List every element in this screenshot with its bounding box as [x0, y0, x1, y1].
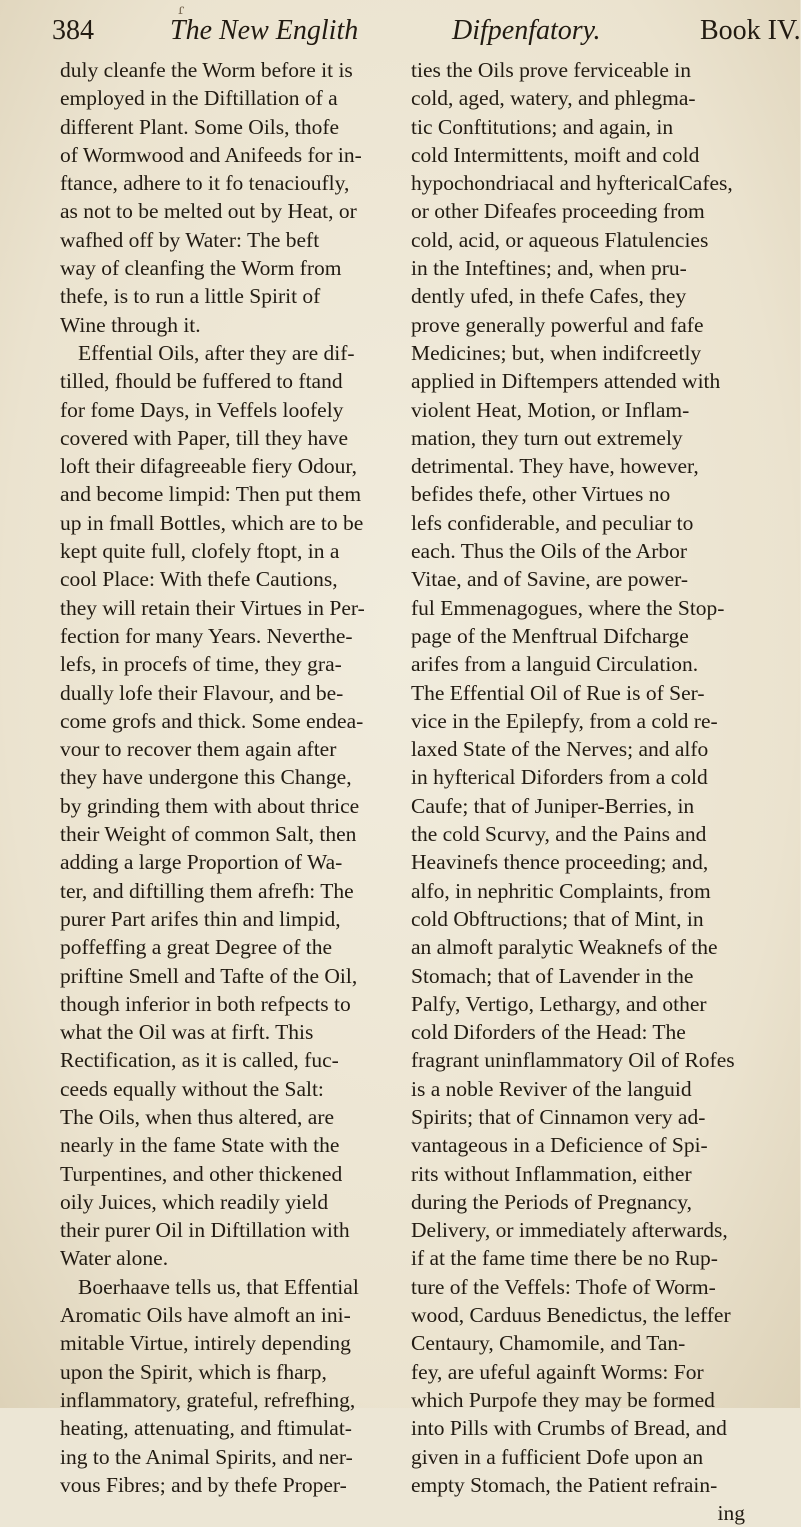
text-line: come grofs and thick. Some endea-	[60, 708, 364, 733]
text-line: Centaury, Chamomile, and Tan-	[411, 1331, 686, 1356]
text-line: Medicines; but, when indifcreetly	[411, 340, 702, 365]
text-line: ful Emmenagogues, where the Stop-	[411, 595, 725, 620]
text-line: prove generally powerful and fafe	[411, 312, 704, 337]
text-line: Spirits; that of Cinnamon very ad-	[411, 1104, 706, 1129]
text-line: adding a large Proportion of Wa-	[60, 850, 343, 875]
text-line: applied in Diftempers attended with	[411, 369, 721, 394]
text-line: heating, attenuating, and ftimulat-	[60, 1416, 352, 1441]
text-line: is a noble Reviver of the languid	[411, 1076, 692, 1101]
text-line: what the Oil was at firft. This	[60, 1020, 314, 1045]
text-line: in the Inteftines; and, when pru-	[411, 256, 687, 281]
text-line: ter, and diftilling them afrefh: The	[60, 878, 354, 903]
right-text-column	[411, 56, 757, 1527]
text-line: the cold Scurvy, and the Pains and	[411, 822, 707, 847]
text-line: cold, acid, or aqueous Flatulencies	[411, 227, 709, 252]
text-line: cool Place: With thefe Cautions,	[60, 567, 338, 592]
text-line: in hyfterical Diforders from a cold	[411, 765, 708, 790]
text-line: violent Heat, Motion, or Inflam-	[411, 397, 690, 422]
text-line: mation, they turn out extremely	[411, 425, 683, 450]
text-line: Turpentines, and other thickened	[60, 1161, 343, 1186]
book-label: Book IV.	[700, 15, 801, 46]
text-line: lefs confiderable, and peculiar to	[411, 510, 694, 535]
text-line: upon the Spirit, which is fharp,	[60, 1359, 327, 1384]
text-line: which Purpofe they may be formed	[411, 1387, 715, 1412]
text-line: empty Stomach, the Patient refrain-	[411, 1472, 718, 1497]
running-title-dispensatory: Difpenfatory.	[452, 15, 601, 46]
text-line: thefe, is to run a little Spirit of	[60, 284, 321, 309]
text-line: ftance, adhere to it fo tenacioufly,	[60, 171, 350, 196]
text-line: they have undergone this Change,	[60, 765, 352, 790]
text-line: fragrant uninflammatory Oil of Rofes	[411, 1048, 735, 1073]
text-line: during the Periods of Pregnancy,	[411, 1189, 693, 1214]
text-line: Vitae, and of Savine, are power-	[411, 567, 689, 592]
text-line: lefs, in procefs of time, they gra-	[60, 652, 342, 677]
text-line: alfo, in nephritic Complaints, from	[411, 878, 711, 903]
catchword: ing	[717, 1501, 745, 1526]
text-line: Effential Oils, after they are dif-	[78, 340, 355, 365]
page-number: 384	[52, 15, 94, 46]
running-title: The New Englith	[170, 15, 359, 46]
text-line: page of the Menftrual Difcharge	[411, 623, 689, 648]
text-line: up in fmall Bottles, which are to be	[60, 510, 364, 535]
text-line: into Pills with Crumbs of Bread, and	[411, 1416, 727, 1441]
text-line: their purer Oil in Diftillation with	[60, 1218, 350, 1243]
text-line: ties the Oils prove ferviceable in	[411, 58, 691, 82]
text-line: an almoft paralytic Weaknefs of the	[411, 935, 718, 960]
text-line: cold, aged, watery, and phlegma-	[411, 86, 696, 111]
text-line: Caufe; that of Juniper-Berries, in	[411, 793, 695, 818]
text-line: Heavinefs thence proceeding; and,	[411, 850, 709, 875]
text-line: of Wormwood and Anifeeds for in-	[60, 142, 362, 167]
text-line: ture of the Veffels: Thofe of Worm-	[411, 1274, 716, 1299]
text-line: poffeffing a great Degree of the	[60, 935, 333, 960]
text-line: priftine Smell and Tafte of the Oil,	[60, 963, 358, 988]
text-line: dently ufed, in thefe Cafes, they	[411, 284, 687, 309]
text-line: Stomach; that of Lavender in the	[411, 963, 694, 988]
text-line: vous Fibres; and by thefe Proper-	[60, 1472, 347, 1497]
text-line: as not to be melted out by Heat, or	[60, 199, 357, 224]
text-line: their Weight of common Salt, then	[60, 822, 357, 847]
text-line: Palfy, Vertigo, Lethargy, and other	[411, 991, 707, 1016]
text-line: Boerhaave tells us, that Effential	[78, 1274, 359, 1299]
text-line: different Plant. Some Oils, thofe	[60, 114, 340, 139]
text-line: given in a fufficient Dofe upon an	[411, 1444, 704, 1469]
text-line: cold Diforders of the Head: The	[411, 1020, 686, 1045]
text-line: laxed State of the Nerves; and alfo	[411, 737, 709, 762]
text-line: they will retain their Virtues in Per-	[60, 595, 365, 620]
text-line: rits without Inflammation, either	[411, 1161, 692, 1186]
text-line: The Oils, when thus altered, are	[60, 1104, 335, 1129]
text-line: detrimental. They have, however,	[411, 454, 699, 479]
text-line: or other Difeafes proceeding from	[411, 199, 705, 224]
text-line: kept quite full, clofely ftopt, in a	[60, 539, 340, 564]
text-line: each. Thus the Oils of the Arbor	[411, 539, 688, 564]
text-line: befides thefe, other Virtues no	[411, 482, 671, 507]
text-line: way of cleanfing the Worm from	[60, 256, 342, 281]
text-line: loft their difagreeable fiery Odour,	[60, 454, 358, 479]
text-line: ceeds equally without the Salt:	[60, 1076, 324, 1101]
text-line: wafhed off by Water: The beft	[60, 227, 320, 252]
text-line: tilled, fhould be fuffered to ftand	[60, 369, 343, 394]
text-line: hypochondriacal and hyftericalCafes,	[411, 171, 733, 196]
text-line: mitable Virtue, intirely depending	[60, 1331, 351, 1356]
text-line: purer Part arifes thin and limpid,	[60, 906, 341, 931]
text-line: Water alone.	[60, 1246, 169, 1271]
text-line: duly cleanfe the Worm before it is	[60, 58, 353, 82]
text-line: by grinding them with about thrice	[60, 793, 360, 818]
text-line: wood, Carduus Benedictus, the leffer	[411, 1303, 731, 1328]
text-line: Rectification, as it is called, fuc-	[60, 1048, 339, 1073]
text-line: tic Conftitutions; and again, in	[411, 114, 674, 139]
text-line: arifes from a languid Circulation.	[411, 652, 699, 677]
text-line: Delivery, or immediately afterwards,	[411, 1218, 728, 1243]
text-line: fey, are ufeful againft Worms: For	[411, 1359, 704, 1384]
text-line: inflammatory, grateful, refrefhing,	[60, 1387, 356, 1412]
text-line: cold Obftructions; that of Mint, in	[411, 906, 704, 931]
text-line: vour to recover them again after	[60, 737, 337, 762]
text-line: vice in the Epilepfy, from a cold re-	[411, 708, 718, 733]
left-text-column	[60, 56, 410, 1499]
text-line: covered with Paper, till they have	[60, 425, 349, 450]
text-line: if at the fame time there be no Rup-	[411, 1246, 718, 1271]
text-line: oily Juices, which readily yield	[60, 1189, 329, 1214]
text-line: ing to the Animal Spirits, and ner-	[60, 1444, 353, 1469]
text-line: employed in the Diftillation of a	[60, 86, 338, 111]
text-line: cold Intermittents, moift and cold	[411, 142, 700, 167]
text-line: nearly in the fame State with the	[60, 1133, 340, 1158]
text-line: Aromatic Oils have almoft an ini-	[60, 1303, 351, 1328]
text-line: The Effential Oil of Rue is of Ser-	[411, 680, 705, 705]
text-line: vantageous in a Deficience of Spi-	[411, 1133, 708, 1158]
text-line: fection for many Years. Neverthe-	[60, 623, 353, 648]
text-line: though inferior in both refpects to	[60, 991, 351, 1016]
text-line: for fome Days, in Veffels loofely	[60, 397, 344, 422]
page-header	[52, 6, 801, 56]
text-line: dually lofe their Flavour, and be-	[60, 680, 344, 705]
ink-speck: ɾ	[178, 2, 185, 18]
text-line: and become limpid: Then put them	[60, 482, 362, 507]
text-line: Wine through it.	[60, 312, 201, 337]
